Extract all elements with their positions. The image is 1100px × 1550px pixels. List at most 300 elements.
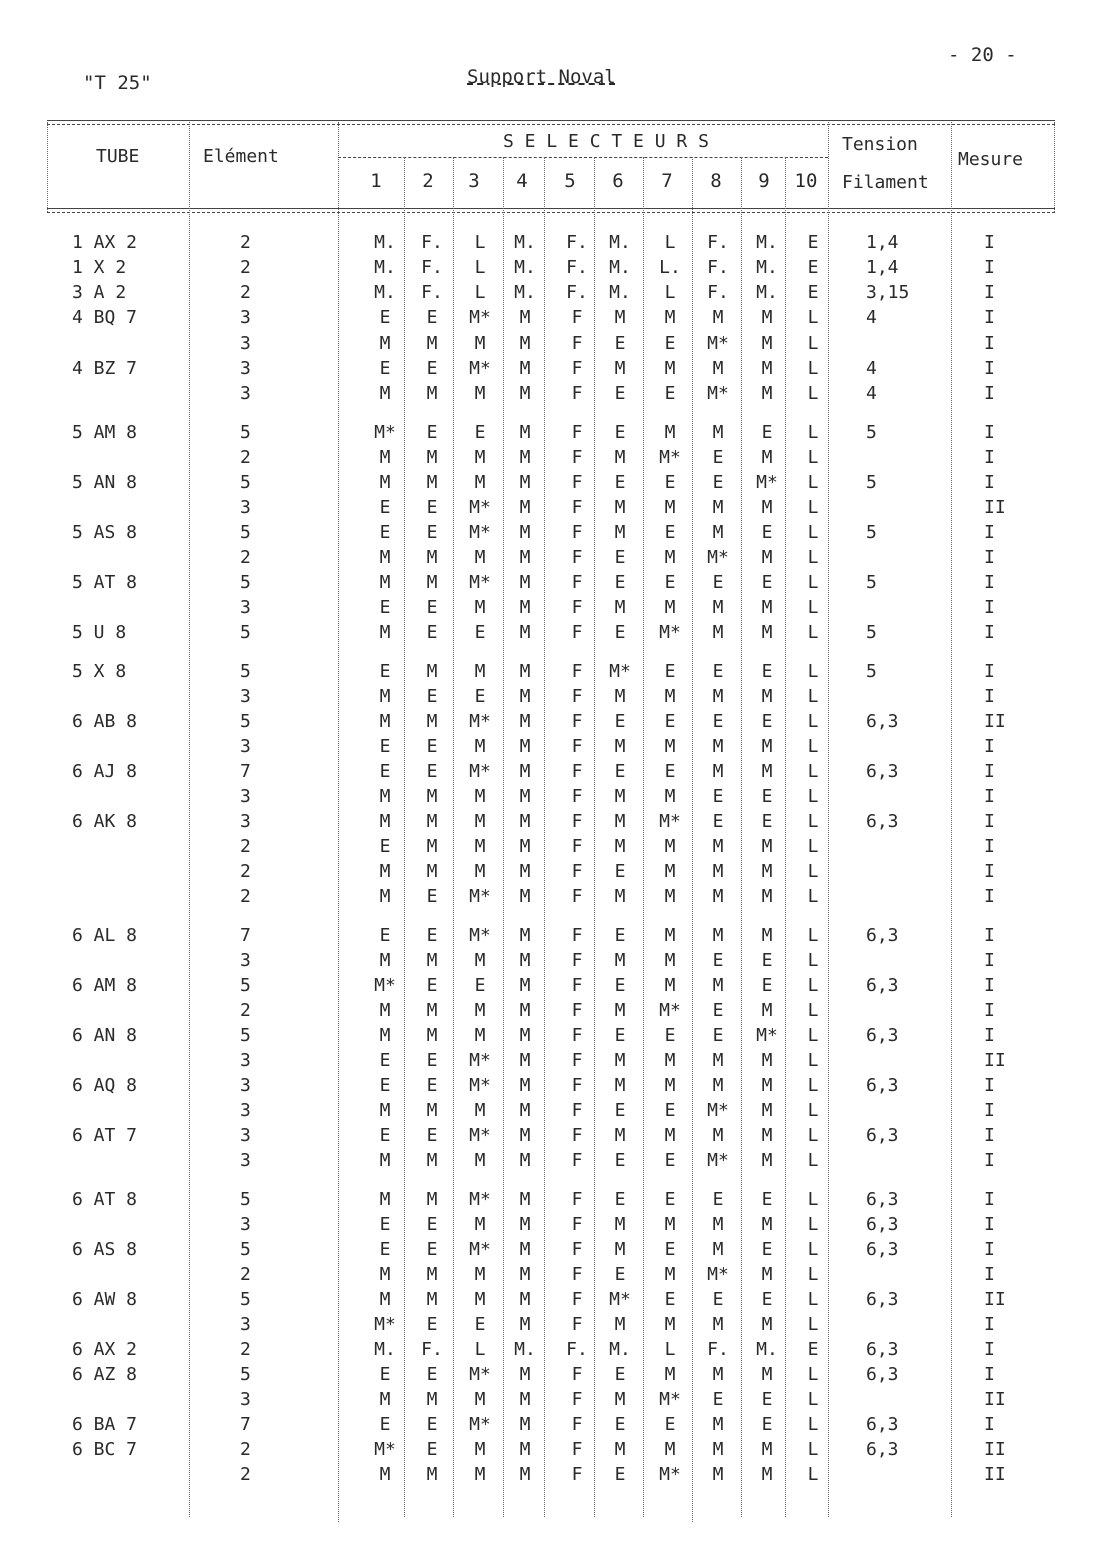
selector-value-10: L <box>807 1100 819 1121</box>
selector-value-7: M <box>664 422 676 443</box>
element-count: 5 <box>240 1289 251 1310</box>
selector-value-3: M <box>474 1150 486 1171</box>
selector-value-5: F <box>571 686 583 707</box>
selector-value-8: M <box>712 358 724 379</box>
selector-value-10: L <box>807 307 819 328</box>
selector-number-8: 8 <box>710 170 722 192</box>
filament-tension: 6,3 <box>866 1364 899 1385</box>
selector-value-8: E <box>712 950 724 971</box>
selector-value-5: F <box>571 307 583 328</box>
selector-value-3: M* <box>469 1189 491 1210</box>
selector-value-4: M <box>519 1025 531 1046</box>
selector-value-7: E <box>664 661 676 682</box>
selector-value-1: M <box>379 786 391 807</box>
selector-value-1: M <box>379 1189 391 1210</box>
selector-value-4: M <box>519 786 531 807</box>
selector-value-3: M <box>474 1289 486 1310</box>
selector-value-3: L <box>474 257 486 278</box>
selector-value-2: M <box>426 786 438 807</box>
element-count: 5 <box>240 522 251 543</box>
selector-value-4: M <box>519 1050 531 1071</box>
selector-value-9: M <box>761 1075 773 1096</box>
element-count: 5 <box>240 711 251 732</box>
selector-value-2: M <box>426 1264 438 1285</box>
selector-value-8: M <box>712 861 724 882</box>
element-count: 2 <box>240 257 251 278</box>
tube-name: 5 AT 8 <box>72 572 138 593</box>
selector-value-1: M <box>379 686 391 707</box>
selector-value-1: M. <box>374 232 396 253</box>
selector-value-4: M <box>519 1214 531 1235</box>
selector-value-1: E <box>379 1214 391 1235</box>
selector-value-6: M. <box>609 1339 631 1360</box>
tube-name: 1 X 2 <box>72 257 127 278</box>
selector-value-4: M <box>519 422 531 443</box>
selector-value-10: E <box>807 257 819 278</box>
selector-value-2: E <box>426 1050 438 1071</box>
selector-value-1: M <box>379 950 391 971</box>
selector-value-5: F <box>571 1150 583 1171</box>
selector-value-1: M <box>379 447 391 468</box>
selector-value-8: M <box>712 622 724 643</box>
selector-value-10: L <box>807 661 819 682</box>
selector-value-5: F <box>571 786 583 807</box>
mesure-value: I <box>984 1150 995 1171</box>
mesure-value: I <box>984 786 995 807</box>
selector-value-9: M. <box>756 257 778 278</box>
selector-value-8: M <box>712 761 724 782</box>
selector-number-2: 2 <box>422 170 434 192</box>
selector-value-6: M <box>614 1389 626 1410</box>
selector-value-3: M* <box>469 522 491 543</box>
element-count: 2 <box>240 282 251 303</box>
selector-value-2: M <box>426 661 438 682</box>
mesure-value: I <box>984 1414 995 1435</box>
header-tension: Tension <box>842 134 918 155</box>
selector-value-1: M <box>379 1389 391 1410</box>
selector-value-3: M <box>474 333 486 354</box>
selector-value-7: E <box>664 1289 676 1310</box>
selector-value-4: M <box>519 597 531 618</box>
selector-value-5: F <box>571 622 583 643</box>
selector-value-5: F <box>571 1464 583 1485</box>
selector-value-1: M <box>379 572 391 593</box>
selector-value-7: M <box>664 686 676 707</box>
selector-value-2: E <box>426 597 438 618</box>
tube-name: 6 AN 8 <box>72 1025 138 1046</box>
selector-value-9: E <box>761 1189 773 1210</box>
selector-value-1: E <box>379 1364 391 1385</box>
selector-value-10: L <box>807 761 819 782</box>
selector-value-2: E <box>426 1214 438 1235</box>
selector-value-3: M* <box>469 1075 491 1096</box>
mesure-value: I <box>984 572 995 593</box>
selector-value-8: M* <box>707 333 729 354</box>
selector-value-4: M <box>519 547 531 568</box>
selector-value-4: M <box>519 686 531 707</box>
selector-value-5: F. <box>566 232 588 253</box>
selector-value-10: L <box>807 383 819 404</box>
selector-value-8: M <box>712 925 724 946</box>
element-count: 7 <box>240 925 251 946</box>
selector-value-8: M <box>712 686 724 707</box>
selector-value-6: E <box>614 472 626 493</box>
selector-value-4: M <box>519 1075 531 1096</box>
selector-value-5: F <box>571 1314 583 1335</box>
selector-value-8: M <box>712 1414 724 1435</box>
selector-value-6: E <box>614 1100 626 1121</box>
selector-value-7: M* <box>659 1000 681 1021</box>
selector-value-9: M <box>761 1150 773 1171</box>
selector-value-6: M <box>614 836 626 857</box>
selector-value-5: F. <box>566 1339 588 1360</box>
selector-value-8: M <box>712 597 724 618</box>
header-selecteurs: S E L E C T E U R S <box>503 131 709 152</box>
selector-value-3: M <box>474 1100 486 1121</box>
selector-value-7: M <box>664 975 676 996</box>
selector-value-3: M <box>474 472 486 493</box>
element-count: 3 <box>240 950 251 971</box>
selector-value-1: E <box>379 497 391 518</box>
selector-value-6: M <box>614 1214 626 1235</box>
selector-value-10: L <box>807 1214 819 1235</box>
selector-value-8: M* <box>707 1100 729 1121</box>
selector-value-4: M <box>519 307 531 328</box>
selector-value-10: L <box>807 1414 819 1435</box>
selector-value-6: E <box>614 422 626 443</box>
selector-value-1: E <box>379 736 391 757</box>
selector-value-3: M* <box>469 1414 491 1435</box>
tube-name: 6 AZ 8 <box>72 1364 138 1385</box>
selector-value-5: F <box>571 333 583 354</box>
selector-value-8: M* <box>707 383 729 404</box>
selector-value-5: F <box>571 1189 583 1210</box>
selector-value-10: L <box>807 1464 819 1485</box>
mesure-value: I <box>984 1000 995 1021</box>
selector-value-10: E <box>807 1339 819 1360</box>
selector-number-6: 6 <box>612 170 624 192</box>
selector-value-10: L <box>807 497 819 518</box>
selector-value-8: E <box>712 447 724 468</box>
selector-value-4: M <box>519 622 531 643</box>
mesure-value: I <box>984 472 995 493</box>
selector-value-1: M <box>379 811 391 832</box>
selector-value-3: M <box>474 1000 486 1021</box>
selector-value-2: E <box>426 761 438 782</box>
selector-value-2: M <box>426 1025 438 1046</box>
selector-value-1: M* <box>374 1314 396 1335</box>
filament-tension: 1,4 <box>866 257 899 278</box>
selector-value-3: E <box>474 1314 486 1335</box>
selector-value-10: L <box>807 547 819 568</box>
mesure-value: I <box>984 1264 995 1285</box>
mesure-value: I <box>984 1189 995 1210</box>
mesure-value: I <box>984 1339 995 1360</box>
selector-value-9: M <box>761 497 773 518</box>
selector-value-10: L <box>807 1000 819 1021</box>
filament-tension: 6,3 <box>866 1189 899 1210</box>
selector-value-7: M <box>664 1364 676 1385</box>
filament-tension: 5 <box>866 661 877 682</box>
selector-value-7: M <box>664 1125 676 1146</box>
selector-value-2: M <box>426 1289 438 1310</box>
element-count: 3 <box>240 497 251 518</box>
selector-value-7: M <box>664 1075 676 1096</box>
selector-value-10: L <box>807 422 819 443</box>
selector-value-4: M <box>519 950 531 971</box>
selector-value-4: M <box>519 472 531 493</box>
selector-value-5: F <box>571 661 583 682</box>
element-count: 2 <box>240 1000 251 1021</box>
selector-value-1: E <box>379 307 391 328</box>
selector-value-1: M <box>379 1000 391 1021</box>
selector-value-4: M <box>519 811 531 832</box>
selector-value-7: M <box>664 925 676 946</box>
selector-value-5: F <box>571 886 583 907</box>
selector-value-10: L <box>807 975 819 996</box>
selector-value-1: M. <box>374 282 396 303</box>
selector-value-3: M <box>474 861 486 882</box>
mesure-value: II <box>984 1439 1006 1460</box>
element-count: 5 <box>240 975 251 996</box>
filament-tension: 6,3 <box>866 1439 899 1460</box>
selector-value-7: M* <box>659 447 681 468</box>
selector-value-10: L <box>807 1439 819 1460</box>
mesure-value: I <box>984 1075 995 1096</box>
selector-value-4: M <box>519 761 531 782</box>
selector-value-9: M <box>761 1264 773 1285</box>
selector-value-10: L <box>807 1050 819 1071</box>
selector-value-7: M <box>664 786 676 807</box>
selector-value-10: L <box>807 811 819 832</box>
selector-value-1: M* <box>374 975 396 996</box>
element-count: 2 <box>240 232 251 253</box>
selector-value-5: F <box>571 1364 583 1385</box>
filament-tension: 3,15 <box>866 282 910 303</box>
tube-name: 6 AX 2 <box>72 1339 138 1360</box>
selector-value-3: M <box>474 736 486 757</box>
selector-value-7: E <box>664 383 676 404</box>
selector-value-7: M <box>664 1264 676 1285</box>
element-count: 3 <box>240 1050 251 1071</box>
selector-value-7: M <box>664 1314 676 1335</box>
selector-value-5: F <box>571 497 583 518</box>
filament-tension: 6,3 <box>866 711 899 732</box>
selector-value-10: L <box>807 333 819 354</box>
selector-value-8: F. <box>707 1339 729 1360</box>
selector-value-1: M* <box>374 1439 396 1460</box>
selector-value-4: M <box>519 925 531 946</box>
element-count: 2 <box>240 547 251 568</box>
selector-value-7: L <box>664 232 676 253</box>
selector-value-5: F <box>571 1439 583 1460</box>
selector-value-9: M <box>761 383 773 404</box>
selector-value-8: M <box>712 307 724 328</box>
selector-value-7: M <box>664 886 676 907</box>
mesure-value: I <box>984 282 995 303</box>
selector-value-3: M <box>474 1264 486 1285</box>
selector-value-1: M <box>379 333 391 354</box>
selector-value-9: M <box>761 307 773 328</box>
selector-value-9: M <box>761 761 773 782</box>
selector-value-2: M <box>426 1464 438 1485</box>
selector-value-10: L <box>807 447 819 468</box>
filament-tension: 6,3 <box>866 811 899 832</box>
selector-value-2: M <box>426 1000 438 1021</box>
selector-value-9: M <box>761 686 773 707</box>
selector-value-9: M. <box>756 282 778 303</box>
selector-value-1: M. <box>374 257 396 278</box>
selector-value-6: E <box>614 1150 626 1171</box>
selector-value-9: E <box>761 522 773 543</box>
tube-name: 6 AT 7 <box>72 1125 138 1146</box>
selector-value-2: M <box>426 1189 438 1210</box>
selector-value-7: E <box>664 472 676 493</box>
mesure-value: II <box>984 1389 1006 1410</box>
selector-value-2: E <box>426 358 438 379</box>
selector-value-5: F <box>571 736 583 757</box>
mesure-value: I <box>984 761 995 782</box>
selector-value-8: M <box>712 886 724 907</box>
mesure-value: I <box>984 1364 995 1385</box>
mesure-value: I <box>984 811 995 832</box>
selector-value-5: F <box>571 1100 583 1121</box>
selector-value-4: M <box>519 861 531 882</box>
selector-value-9: E <box>761 1389 773 1410</box>
page-number: - 20 - <box>948 44 1017 66</box>
selector-value-4: M <box>519 1189 531 1210</box>
selector-value-5: F <box>571 925 583 946</box>
selector-value-10: L <box>807 861 819 882</box>
selector-value-2: E <box>426 925 438 946</box>
selector-value-5: F <box>571 597 583 618</box>
selector-value-4: M <box>519 661 531 682</box>
selector-value-1: E <box>379 836 391 857</box>
selector-value-8: E <box>712 786 724 807</box>
filament-tension: 5 <box>866 522 877 543</box>
selector-value-4: M <box>519 333 531 354</box>
selector-value-10: L <box>807 1150 819 1171</box>
selector-value-4: M <box>519 836 531 857</box>
selector-value-2: M <box>426 547 438 568</box>
selector-value-1: M <box>379 1025 391 1046</box>
selector-value-5: F <box>571 358 583 379</box>
selector-value-1: M <box>379 886 391 907</box>
element-count: 5 <box>240 472 251 493</box>
selector-value-2: M <box>426 333 438 354</box>
selector-value-2: E <box>426 522 438 543</box>
selector-value-4: M <box>519 1289 531 1310</box>
selector-value-8: M <box>712 736 724 757</box>
mesure-value: II <box>984 1289 1006 1310</box>
selector-value-4: M <box>519 1364 531 1385</box>
selector-value-10: L <box>807 1264 819 1285</box>
selector-value-2: M <box>426 472 438 493</box>
selector-value-8: M <box>712 1439 724 1460</box>
filament-tension: 5 <box>866 472 877 493</box>
selector-value-4: M <box>519 1000 531 1021</box>
element-count: 3 <box>240 736 251 757</box>
selector-value-6: M. <box>609 232 631 253</box>
selector-value-6: E <box>614 711 626 732</box>
element-count: 3 <box>240 1150 251 1171</box>
tube-name: 5 U 8 <box>72 622 127 643</box>
selector-value-1: E <box>379 925 391 946</box>
tube-name: 6 AQ 8 <box>72 1075 138 1096</box>
selector-value-3: E <box>474 686 486 707</box>
selector-value-4: M <box>519 497 531 518</box>
selector-value-9: M. <box>756 232 778 253</box>
mesure-value: I <box>984 661 995 682</box>
selector-value-5: F <box>571 1000 583 1021</box>
selector-value-5: F <box>571 422 583 443</box>
filament-tension: 6,3 <box>866 1025 899 1046</box>
selector-value-10: L <box>807 711 819 732</box>
selector-value-1: E <box>379 1239 391 1260</box>
selector-value-6: M <box>614 1125 626 1146</box>
selector-value-9: E <box>761 422 773 443</box>
selector-value-8: F. <box>707 257 729 278</box>
selector-number-5: 5 <box>564 170 576 192</box>
tube-name: 6 AM 8 <box>72 975 138 996</box>
selector-value-7: E <box>664 572 676 593</box>
selector-value-2: E <box>426 1239 438 1260</box>
selector-value-1: M <box>379 1464 391 1485</box>
selector-value-1: E <box>379 1125 391 1146</box>
element-count: 5 <box>240 422 251 443</box>
selector-value-10: L <box>807 472 819 493</box>
element-count: 3 <box>240 383 251 404</box>
selector-value-7: L <box>664 1339 676 1360</box>
selector-value-1: M <box>379 861 391 882</box>
selector-value-8: M <box>712 1239 724 1260</box>
tube-name: 6 AS 8 <box>72 1239 138 1260</box>
element-count: 5 <box>240 661 251 682</box>
selector-value-9: M <box>761 547 773 568</box>
selector-value-3: E <box>474 975 486 996</box>
selector-value-9: M <box>761 1100 773 1121</box>
selector-value-10: L <box>807 886 819 907</box>
selector-value-8: M <box>712 1464 724 1485</box>
element-count: 5 <box>240 1364 251 1385</box>
selector-value-4: M <box>519 1239 531 1260</box>
selector-value-10: L <box>807 522 819 543</box>
selector-value-8: E <box>712 1025 724 1046</box>
selector-value-3: M* <box>469 1239 491 1260</box>
mesure-value: I <box>984 686 995 707</box>
selector-value-1: M <box>379 1100 391 1121</box>
filament-tension: 6,3 <box>866 1289 899 1310</box>
selector-value-9: M* <box>756 472 778 493</box>
selector-value-4: M <box>519 358 531 379</box>
selector-value-7: M* <box>659 622 681 643</box>
selector-value-2: F. <box>421 257 443 278</box>
selector-value-8: F. <box>707 232 729 253</box>
selector-value-9: M. <box>756 1339 778 1360</box>
selector-value-9: M* <box>756 1025 778 1046</box>
selector-value-2: M <box>426 1150 438 1171</box>
element-count: 2 <box>240 886 251 907</box>
selector-value-9: M <box>761 358 773 379</box>
selector-value-8: E <box>712 1289 724 1310</box>
selector-value-2: F. <box>421 1339 443 1360</box>
mesure-value: I <box>984 333 995 354</box>
selector-value-8: E <box>712 1389 724 1410</box>
selector-value-6: M <box>614 736 626 757</box>
selector-value-3: M <box>474 547 486 568</box>
selector-value-8: M <box>712 1050 724 1071</box>
mesure-value: I <box>984 597 995 618</box>
